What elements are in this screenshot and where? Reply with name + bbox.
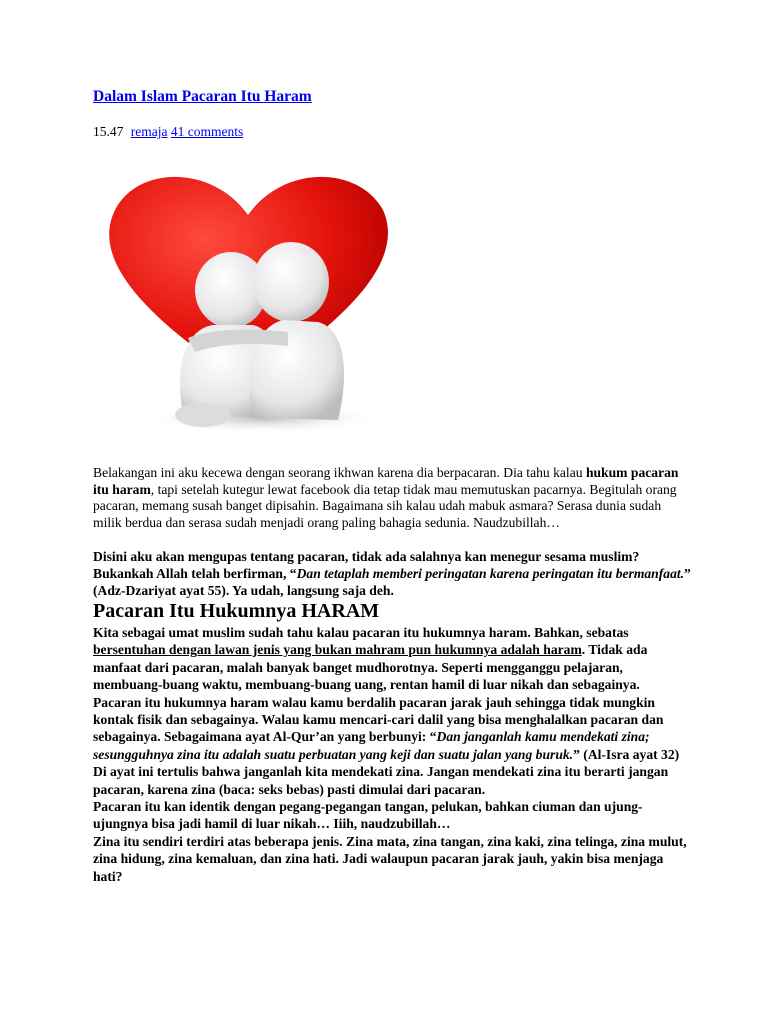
intro-text-1: Belakangan ini aku kecewa dengan seorang ikhwan karena dia berpacaran. Dia tahu kalau bbox=[93, 465, 586, 480]
section-para-5: Zina itu sendiri terdiri atas beberapa jenis. Zina mata, zina tangan, zina kaki, zina telinga, zina mulut, zina hidung, zina kemaluan, dan zina hati. Jadi walaupun pacaran jarak jauh, yakin bisa menjaga hati? bbox=[93, 833, 687, 884]
section-para-3: Di ayat ini tertulis bahwa janganlah kita mendekati zina. Jangan mendekati zina itu berarti jangan pacaran, karena zina (baca: seks bebas) pasti dimulai dari pacaran. bbox=[93, 764, 669, 797]
intro-paragraph bbox=[93, 465, 693, 531]
bold-para-quote: Dan tetaplah memberi peringatan karena peringatan itu bermanfaat. bbox=[296, 566, 685, 581]
p2-text-b: ” (Al-Isra ayat 32) bbox=[573, 746, 680, 762]
p1-text-a: Kita sebagai umat muslim sudah tahu kalau pacaran itu hukumnya haram. Bahkan, sebatas bbox=[93, 625, 629, 640]
bold-paragraph bbox=[93, 548, 693, 599]
p2-text-a: Pacaran itu hukumnya haram walau kamu berdalih pacaran jarak jauh sehingga tidak mungkin kontak fisik dan sebagainya. Walau kamu mencari-cari dalil yang bisa menghalalkan pacaran dan sebagainya. Sebagaimana ayat Al-Qur’an yang berbunyi: “ bbox=[93, 694, 664, 745]
section-body bbox=[93, 624, 693, 885]
p1-text-b: . Tidak ada manfaat dari pacaran, malah banyak banget mudhorotnya. Seperti mengganggu pelajaran, membuang-buang waktu, membuang-buang uang, rentan hamil di luar nikah dan sebagainya. bbox=[93, 642, 648, 693]
category-link[interactable]: remaja bbox=[130, 124, 168, 139]
section-para-1 bbox=[93, 624, 693, 694]
post-time: 15.47 bbox=[93, 124, 124, 139]
section-heading: Pacaran Itu Hukumnya HARAM bbox=[93, 600, 380, 622]
bold-para-text-1: Disini aku akan mengupas tentang pacaran, tidak ada salahnya kan menegur sesama muslim? Bukankah Allah telah berfirman, “ bbox=[93, 549, 640, 581]
section-para-4: Pacaran itu kan identik dengan pegang-pegangan tangan, pelukan, bahkan ciuman dan ujung-ujungnya bisa jadi hamil di luar nikah… Iiih, naudzubillah… bbox=[93, 799, 643, 832]
section-para-2 bbox=[93, 694, 693, 764]
hero-image bbox=[93, 160, 413, 440]
post-title-link[interactable]: Dalam Islam Pacaran Itu Haram bbox=[93, 88, 312, 105]
intro-text-2: , tapi setelah kutegur lewat facebook dia tetap tidak mau memutuskan pacarnya. Begitulah orang pacaran, memang susah banget dipisahin. Bagaimana sih kalau udah mabuk asmara? Serasa dunia sudah milik berdua dan serasa sudah menjadi orang paling bahagia sedunia. Naudzubillah… bbox=[93, 481, 677, 530]
post-meta bbox=[93, 124, 243, 140]
bold-para-text-2: ” (Adz-Dzariyat ayat 55). Ya udah, langsung saja deh. bbox=[93, 566, 691, 598]
p2-quote: Dan janganlah kamu mendekati zina; sesungguhnya zina itu adalah suatu perbuatan yang keji dan suatu jalan yang buruk. bbox=[93, 729, 650, 762]
p1-underlined-text: bersentuhan dengan lawan jenis yang bukan mahram pun hukumnya adalah haram bbox=[93, 642, 582, 658]
intro-bold-text: hukum pacaran itu haram bbox=[93, 465, 679, 497]
comments-link[interactable]: 41 comments bbox=[170, 124, 244, 139]
